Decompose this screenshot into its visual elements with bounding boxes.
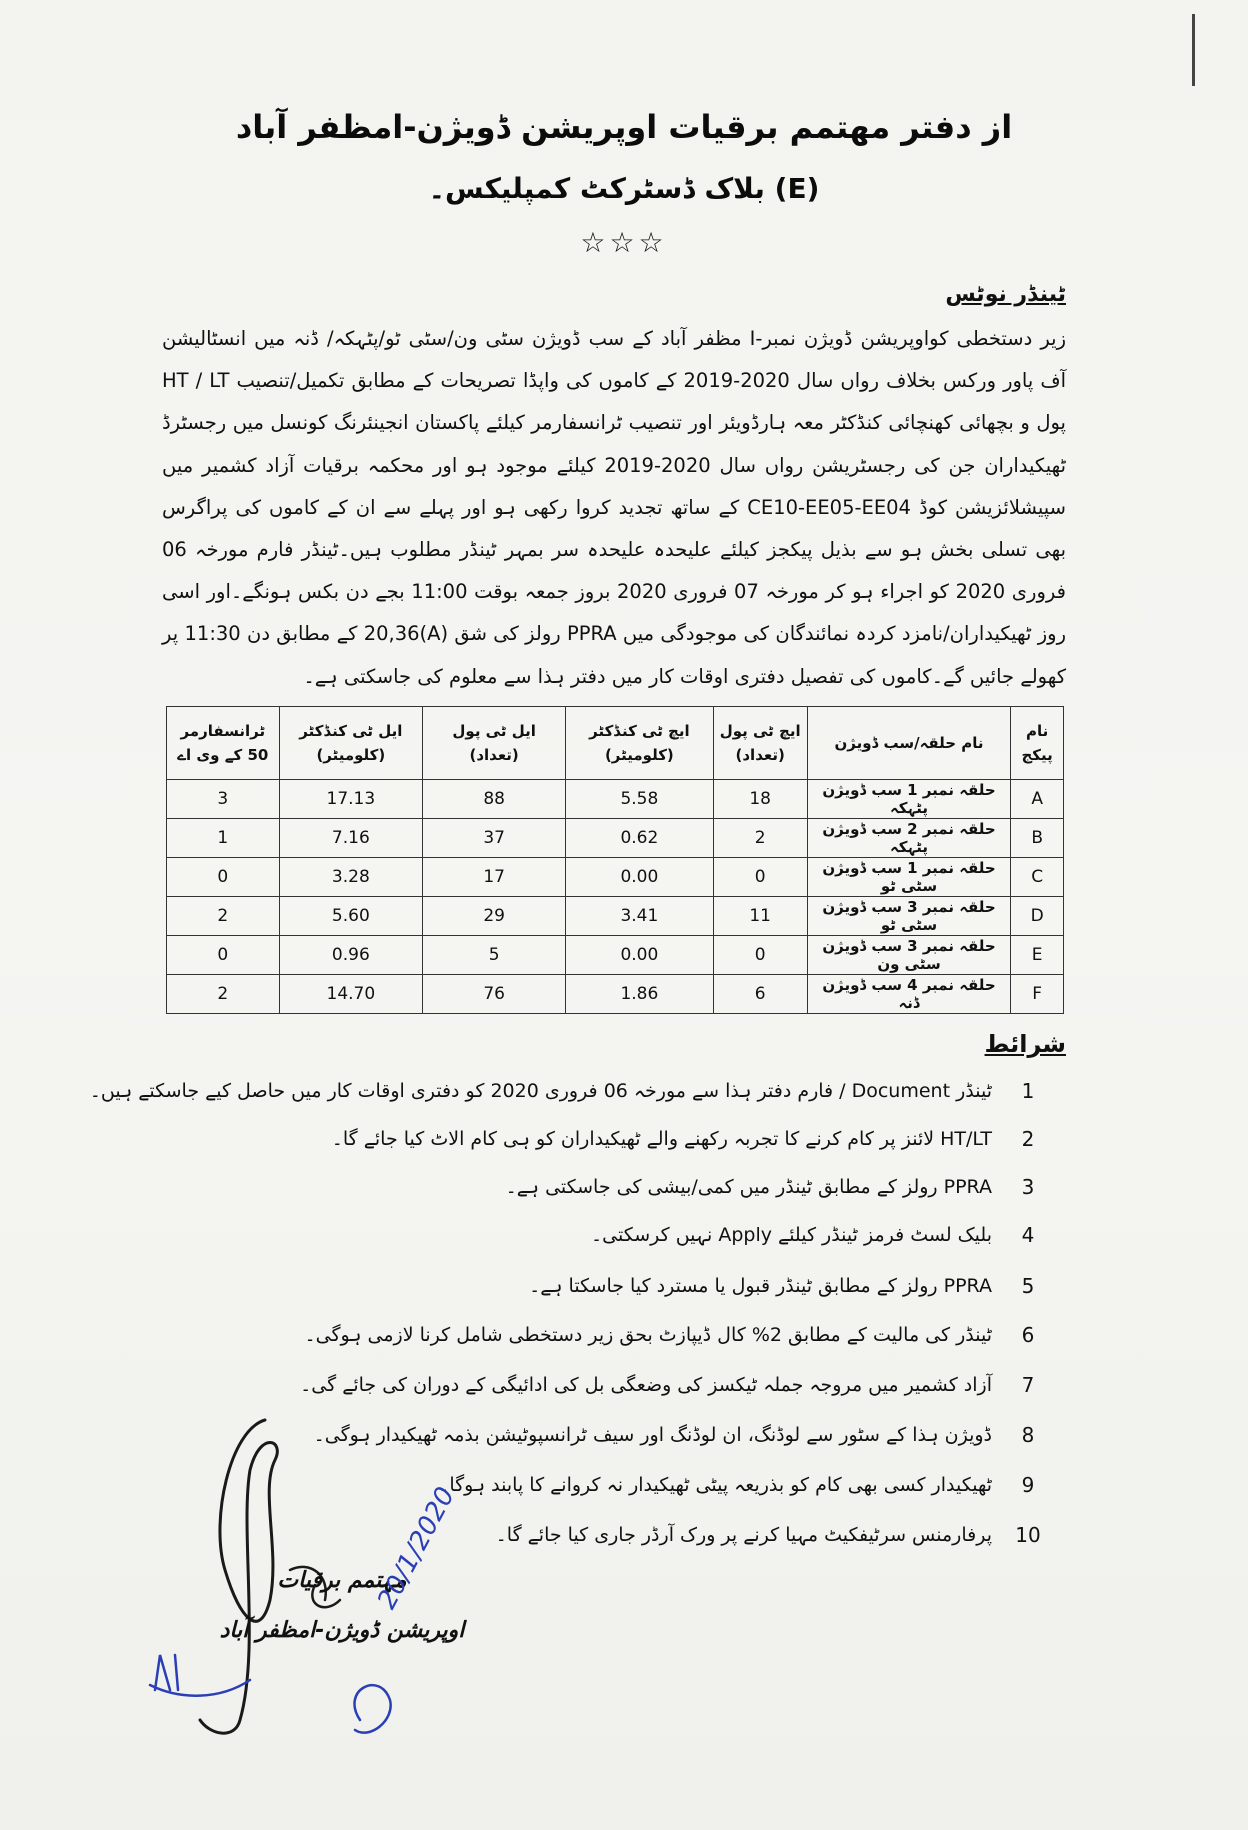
cell-transformer: 2: [167, 897, 280, 936]
col-ht-conductor: ایچ ٹی کنڈکٹر (کلومیٹر): [566, 707, 713, 780]
cell-ht-conductor: 0.00: [566, 936, 713, 975]
condition-text: ٹھیکیدار کسی بھی کام کو بذریعہ پیٹی ٹھیکیدار نہ کروانے کا پابند ہوگا۔: [438, 1474, 992, 1496]
table-row: [167, 858, 1064, 897]
cell-lt-poles: 76: [423, 975, 566, 1014]
cell-transformer: 0: [167, 936, 280, 975]
cell-ht-poles: 11: [713, 897, 807, 936]
cell-lt-poles: 88: [423, 780, 566, 819]
col-package: نام پیکج: [1011, 707, 1064, 780]
cell-ht-conductor: 5.58: [566, 780, 713, 819]
cell-lt-conductor: 3.28: [279, 858, 423, 897]
cell-ht-conductor: 1.86: [566, 975, 713, 1014]
office-heading: از دفتر مهتمم برقیات اوپریشن ڈویژن-امظفر آباد: [235, 108, 1013, 146]
col-lt-conductor: ایل ٹی کنڈکٹر (کلومیٹر): [279, 707, 423, 780]
cell-ht-poles: 6: [713, 975, 807, 1014]
table-header-row: [167, 707, 1064, 780]
condition-number: 8: [1021, 1423, 1035, 1447]
col-transformer: ٹرانسفارمر 50 کے وی اے: [167, 707, 280, 780]
col-ht-poles: ایچ ٹی پول (تعداد): [713, 707, 807, 780]
cell-transformer: 3: [167, 780, 280, 819]
table-row: [167, 975, 1064, 1014]
conditions-title: شرائط: [984, 1030, 1066, 1058]
stamp-title: مہتمم برقیات: [277, 1568, 407, 1593]
table-row: [167, 819, 1064, 858]
condition-item: [0, 1318, 1248, 1352]
condition-item: [0, 1170, 1248, 1204]
cell-transformer: 2: [167, 975, 280, 1014]
condition-number: 1: [1021, 1079, 1035, 1103]
cell-ht-poles: 18: [713, 780, 807, 819]
cell-package: C: [1011, 858, 1064, 897]
condition-text: ڈویژن ہذا کے سٹور سے لوڈنگ، ان لوڈنگ اور سیف ٹرانسپوٹیشن بذمہ ٹھیکیدار ہوگی۔: [313, 1424, 992, 1446]
cell-circle: حلقہ نمبر 3 سب ڈویژن سٹی ٹو: [807, 897, 1011, 936]
notice-body: زیر دستخطی کواوپریشن ڈویژن نمبر-I مظفر آباد کے سب ڈویژن سٹی ون/سٹی ٹو/پٹہکہ/ ڈنہ میں انسٹالیشن آف پاور ورکس بخلاف رواں سال 2020-2019 کے کاموں کی واپڈا تصریحات کے مطابق تکمیل/تنصیب HT / LT پول و بچھائی کھنچائی کنڈکٹر معہ ہارڈویئر اور تنصیب ٹرانسفارمر کیلئے پاکستان انجینئرنگ کونسل میں رجسٹرڈ ٹھیکیداران جن کی رجسٹریشن رواں سال 2020-2019 کیلئے موجود ہو اور محکمہ برقیات آزاد کشمیر میں سپیشلائزیشن کوڈ CE10-EE05-EE04 کے ساتھ تجدید کروا رکھی ہو اور پہلے سے ان کے کاموں کی پراگرس بھی تسلی بخش ہو سے بذیل پیکجز کیلئے علیحدہ علیحدہ سر بمہر ٹینڈر مطلوب ہیں۔ٹینڈر فارم مورخہ 06 فروری 2020 کو اجراء ہو کر مورخہ 07 فروری 2020 بروز جمعہ بوقت 11:00 بجے دن بکس ہونگے۔اور اسی روز ٹھیکیداران/نامزد کردہ نمائندگان کی موجودگی میں PPRA رولز کی شق (A)20,36 کے مطابق دن 11:30 پر کھولے جائیں گے۔کاموں کی تفصیل دفتری اوقات کار میں دفتر ہذا سے معلوم کی جاسکتی ہے۔: [162, 327, 1067, 688]
condition-text: PPRA رولز کے مطابق ٹینڈر قبول یا مسترد کیا جاسکتا ہے۔: [529, 1275, 992, 1297]
cell-lt-poles: 17: [423, 858, 566, 897]
condition-text: پرفارمنس سرٹیفکیٹ مہیا کرنے پر ورک آرڈر جاری کیا جائے گا۔: [495, 1524, 992, 1546]
packages-table: [166, 706, 1064, 1014]
handwritten-date: 20/1/2020: [372, 1482, 462, 1615]
cell-lt-poles: 29: [423, 897, 566, 936]
cell-package: E: [1011, 936, 1064, 975]
condition-number: 3: [1021, 1175, 1035, 1199]
condition-item: [0, 1122, 1248, 1156]
condition-text: آزاد کشمیر میں مروجہ جملہ ٹیکسز کی وضعگی بل کی ادائیگی کے دوران کی جائے گی۔: [300, 1374, 992, 1396]
condition-number: 4: [1021, 1223, 1035, 1247]
condition-number: 2: [1021, 1127, 1035, 1151]
condition-item: [0, 1218, 1248, 1252]
cell-lt-conductor: 5.60: [279, 897, 423, 936]
table-row: [167, 897, 1064, 936]
condition-text: HT/LT لائنز پر کام کرنے کا تجربہ رکھنے والے ٹھیکیداران کو ہی کام الاٹ کیا جائے گا۔: [331, 1128, 992, 1150]
office-address: (E) بلاک ڈسٹرکٹ کمپلیکس۔: [428, 172, 820, 205]
condition-number: 9: [1021, 1473, 1035, 1497]
condition-item: [0, 1368, 1248, 1402]
cell-lt-poles: 5: [423, 936, 566, 975]
col-lt-poles: ایل ٹی پول (تعداد): [423, 707, 566, 780]
condition-number: 5: [1021, 1274, 1035, 1298]
cell-lt-conductor: 0.96: [279, 936, 423, 975]
cell-ht-conductor: 0.00: [566, 858, 713, 897]
condition-item: [0, 1074, 1248, 1108]
cell-ht-conductor: 0.62: [566, 819, 713, 858]
cell-package: D: [1011, 897, 1064, 936]
cell-ht-poles: 0: [713, 936, 807, 975]
office-stamp: [192, 1556, 492, 1656]
cell-ht-conductor: 3.41: [566, 897, 713, 936]
cell-circle: حلقہ نمبر 4 سب ڈویژن ڈنہ: [807, 975, 1011, 1014]
stars-ornament: ☆☆☆: [580, 226, 668, 259]
table-row: [167, 780, 1064, 819]
cell-circle: حلقہ نمبر 2 سب ڈویژن پٹہکہ: [807, 819, 1011, 858]
condition-number: 10: [1015, 1523, 1041, 1547]
cell-circle: حلقہ نمبر 3 سب ڈویژن سٹی ون: [807, 936, 1011, 975]
condition-number: 7: [1021, 1373, 1035, 1397]
cell-lt-conductor: 7.16: [279, 819, 423, 858]
condition-text: PPRA رولز کے مطابق ٹینڈر میں کمی/بیشی کی جاسکتی ہے۔: [505, 1176, 992, 1198]
condition-text: ٹینڈر کی مالیت کے مطابق 2% کال ڈیپازٹ بحق زیر دستخطی شامل کرنا لازمی ہوگی۔: [304, 1324, 992, 1346]
cell-lt-poles: 37: [423, 819, 566, 858]
condition-number: 6: [1021, 1323, 1035, 1347]
cell-circle: حلقہ نمبر 1 سب ڈویژن پٹہکہ: [807, 780, 1011, 819]
stamp-office: اوپریشن ڈویژن-امظفر آباد: [219, 1618, 465, 1643]
table-row: [167, 936, 1064, 975]
page-edge-mark: [1192, 14, 1195, 86]
condition-text: ٹینڈر Document / فارم دفتر ہذا سے مورخہ 06 فروری 2020 کو دفتری اوقات کار میں حاصل کیے جاسکتے ہیں۔: [89, 1080, 992, 1102]
notice-title: ٹینڈر نوٹس: [945, 282, 1066, 307]
cell-package: F: [1011, 975, 1064, 1014]
condition-text: بلیک لسٹ فرمز ٹینڈر کیلئے Apply نہیں کرسکتی۔: [591, 1224, 992, 1246]
cell-transformer: 1: [167, 819, 280, 858]
cell-circle: حلقہ نمبر 1 سب ڈویژن سٹی ٹو: [807, 858, 1011, 897]
cell-ht-poles: 0: [713, 858, 807, 897]
condition-item: [0, 1269, 1248, 1303]
cell-transformer: 0: [167, 858, 280, 897]
cell-ht-poles: 2: [713, 819, 807, 858]
cell-package: B: [1011, 819, 1064, 858]
cell-lt-conductor: 14.70: [279, 975, 423, 1014]
col-circle: نام حلقہ/سب ڈویژن: [807, 707, 1011, 780]
cell-lt-conductor: 17.13: [279, 780, 423, 819]
cell-package: A: [1011, 780, 1064, 819]
